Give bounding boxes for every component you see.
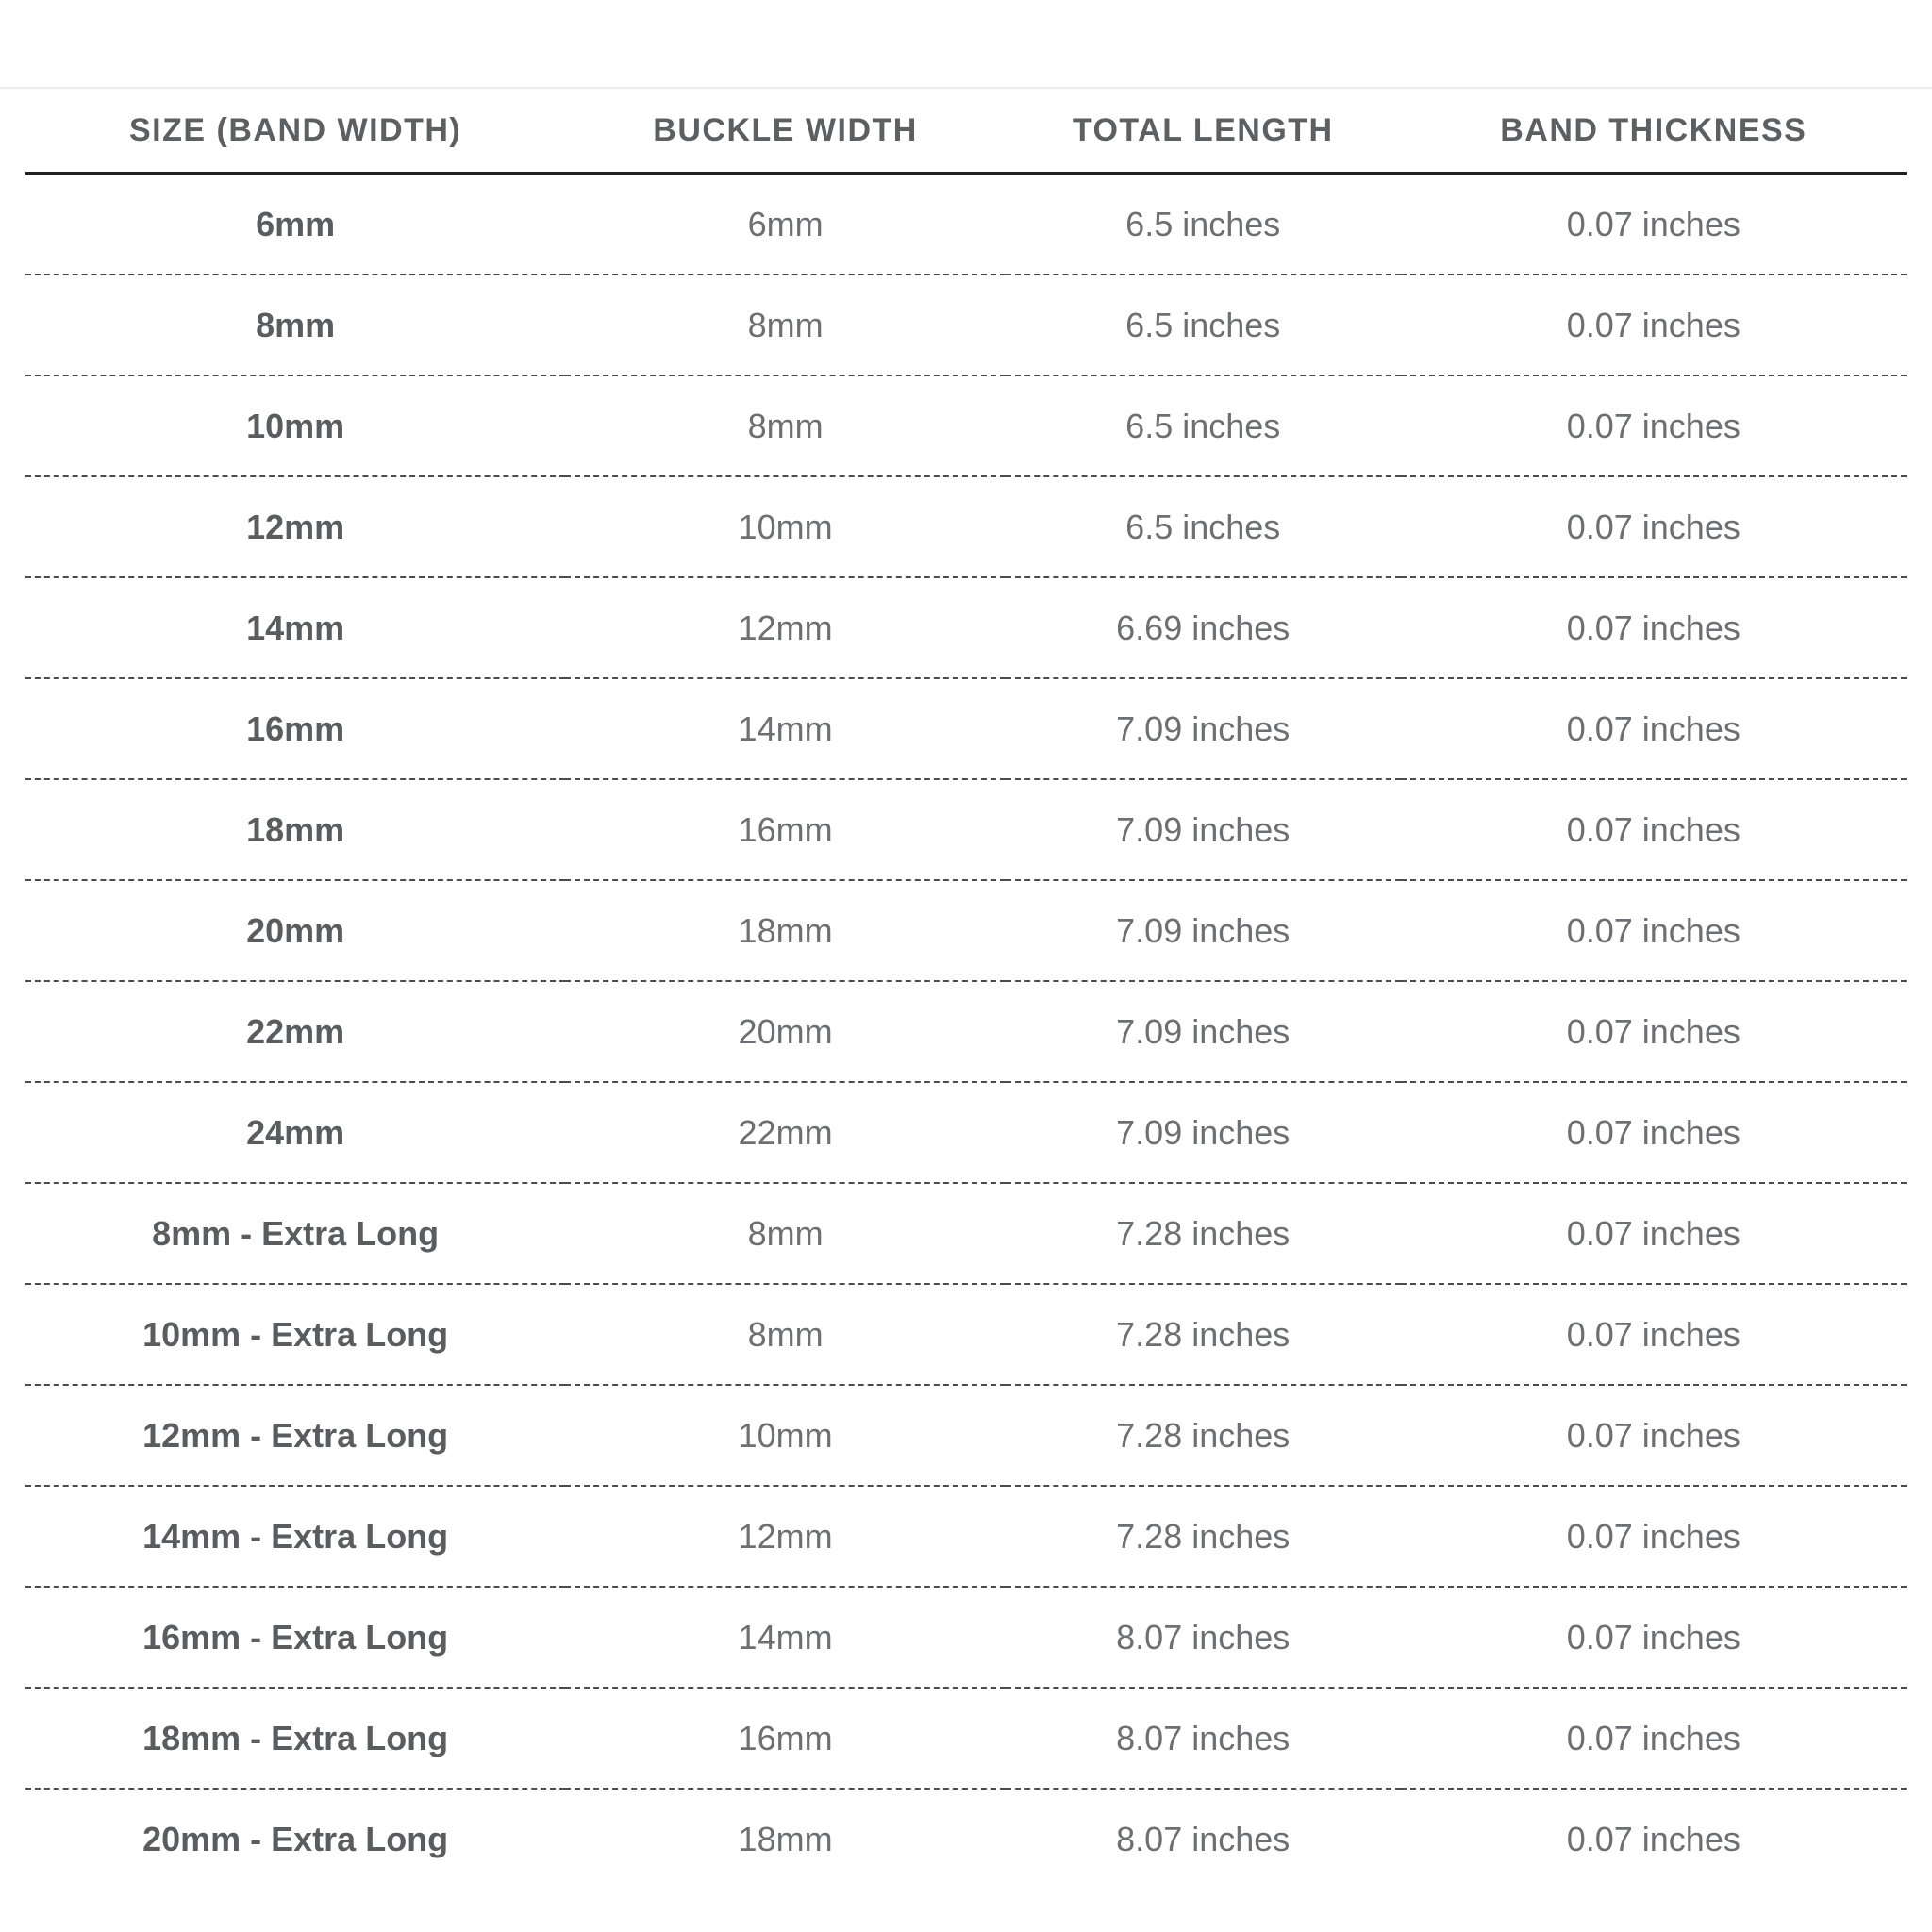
cell-total-length: 8.07 inches — [1006, 1587, 1401, 1688]
cell-total-length: 7.28 inches — [1006, 1486, 1401, 1587]
cell-band-thickness: 0.07 inches — [1401, 1486, 1907, 1587]
cell-size: 24mm — [25, 1082, 565, 1183]
cell-band-thickness: 0.07 inches — [1401, 779, 1907, 880]
col-header-total-length: TOTAL LENGTH — [1006, 89, 1401, 174]
cell-buckle-width: 22mm — [565, 1082, 1006, 1183]
cell-size: 12mm - Extra Long — [25, 1385, 565, 1486]
cell-buckle-width: 12mm — [565, 577, 1006, 678]
cell-size: 16mm — [25, 678, 565, 779]
cell-size: 12mm — [25, 476, 565, 577]
col-header-size: SIZE (BAND WIDTH) — [25, 89, 565, 174]
cell-total-length: 6.5 inches — [1125, 204, 1281, 243]
table-row — [25, 375, 1907, 476]
cell-buckle-width: 8mm — [565, 375, 1006, 476]
table-row — [25, 577, 1907, 678]
table-header — [25, 89, 1907, 174]
header-row — [25, 89, 1907, 174]
cell-size: 20mm — [25, 880, 565, 981]
table-row — [25, 1688, 1907, 1789]
size-chart-page — [0, 87, 1932, 1932]
cell-total-length: 7.09 inches — [1006, 678, 1401, 779]
cell-band-thickness: 0.07 inches — [1401, 1183, 1907, 1284]
cell-total-length: 7.09 inches — [1006, 1082, 1401, 1183]
cell-band-thickness: 0.07 inches — [1401, 1587, 1907, 1688]
cell-total-length: 7.28 inches — [1006, 1183, 1401, 1284]
cell-band-thickness: 0.07 inches — [1401, 1082, 1907, 1183]
cell-size: 22mm — [25, 981, 565, 1082]
table-row — [25, 1587, 1907, 1688]
cell-size: 18mm — [25, 779, 565, 880]
table-row — [25, 678, 1907, 779]
cell-total-length: 7.09 inches — [1006, 981, 1401, 1082]
table-row — [25, 1486, 1907, 1587]
table-row — [25, 1183, 1907, 1284]
col-header-band-thickness: BAND THICKNESS — [1401, 89, 1907, 174]
cell-buckle-width: 8mm — [565, 275, 1006, 375]
cell-size: 20mm - Extra Long — [25, 1789, 565, 1889]
cell-size: 14mm - Extra Long — [25, 1486, 565, 1587]
table-body — [25, 174, 1907, 1890]
cell-total-length: 7.28 inches — [1006, 1284, 1401, 1385]
cell-total-length: 6.5 inches — [1006, 375, 1401, 476]
table-row — [25, 1385, 1907, 1486]
cell-buckle-width: 10mm — [565, 476, 1006, 577]
table-row — [25, 1284, 1907, 1385]
cell-band-thickness: 0.07 inches — [1401, 981, 1907, 1082]
cell-size: 6mm — [256, 204, 336, 243]
cell-buckle-width: 8mm — [565, 1183, 1006, 1284]
size-chart-table — [25, 89, 1907, 1889]
cell-band-thickness: 0.07 inches — [1401, 275, 1907, 375]
table-row — [25, 779, 1907, 880]
table-row — [25, 1082, 1907, 1183]
cell-size: 16mm - Extra Long — [25, 1587, 565, 1688]
cell-total-length: 6.5 inches — [1006, 476, 1401, 577]
cell-band-thickness: 0.07 inches — [1401, 1688, 1907, 1789]
cell-band-thickness: 0.07 inches — [1401, 1385, 1907, 1486]
cell-size: 10mm - Extra Long — [25, 1284, 565, 1385]
cell-band-thickness: 0.07 inches — [1401, 476, 1907, 577]
cell-size: 18mm - Extra Long — [25, 1688, 565, 1789]
table-row — [25, 476, 1907, 577]
cell-band-thickness: 0.07 inches — [1401, 1789, 1907, 1889]
table-row — [25, 174, 1907, 275]
cell-total-length: 8.07 inches — [1006, 1688, 1401, 1789]
cell-band-thickness: 0.07 inches — [1401, 1284, 1907, 1385]
cell-total-length: 7.28 inches — [1006, 1385, 1401, 1486]
cell-buckle-width: 16mm — [565, 1688, 1006, 1789]
cell-buckle-width: 14mm — [565, 1587, 1006, 1688]
cell-band-thickness: 0.07 inches — [1566, 204, 1740, 243]
cell-size: 8mm — [25, 275, 565, 375]
cell-buckle-width: 12mm — [565, 1486, 1006, 1587]
col-header-buckle-width: BUCKLE WIDTH — [565, 89, 1006, 174]
cell-size: 10mm — [25, 375, 565, 476]
table-row — [25, 1789, 1907, 1889]
cell-size: 14mm — [25, 577, 565, 678]
cell-total-length: 7.09 inches — [1006, 779, 1401, 880]
cell-buckle-width: 10mm — [565, 1385, 1006, 1486]
cell-total-length: 6.5 inches — [1006, 275, 1401, 375]
size-chart-container — [25, 89, 1907, 1889]
cell-buckle-width: 8mm — [565, 1284, 1006, 1385]
table-row — [25, 880, 1907, 981]
table-row — [25, 981, 1907, 1082]
table-row — [25, 275, 1907, 375]
cell-buckle-width: 18mm — [565, 1789, 1006, 1889]
cell-total-length: 8.07 inches — [1006, 1789, 1401, 1889]
cell-band-thickness: 0.07 inches — [1401, 577, 1907, 678]
cell-band-thickness: 0.07 inches — [1401, 678, 1907, 779]
cell-band-thickness: 0.07 inches — [1401, 880, 1907, 981]
cell-total-length: 7.09 inches — [1006, 880, 1401, 981]
cell-buckle-width: 20mm — [565, 981, 1006, 1082]
cell-buckle-width: 16mm — [565, 779, 1006, 880]
cell-buckle-width: 18mm — [565, 880, 1006, 981]
cell-size: 8mm - Extra Long — [25, 1183, 565, 1284]
cell-buckle-width: 6mm — [747, 204, 824, 243]
cell-total-length: 6.69 inches — [1006, 577, 1401, 678]
cell-buckle-width: 14mm — [565, 678, 1006, 779]
cell-band-thickness: 0.07 inches — [1401, 375, 1907, 476]
